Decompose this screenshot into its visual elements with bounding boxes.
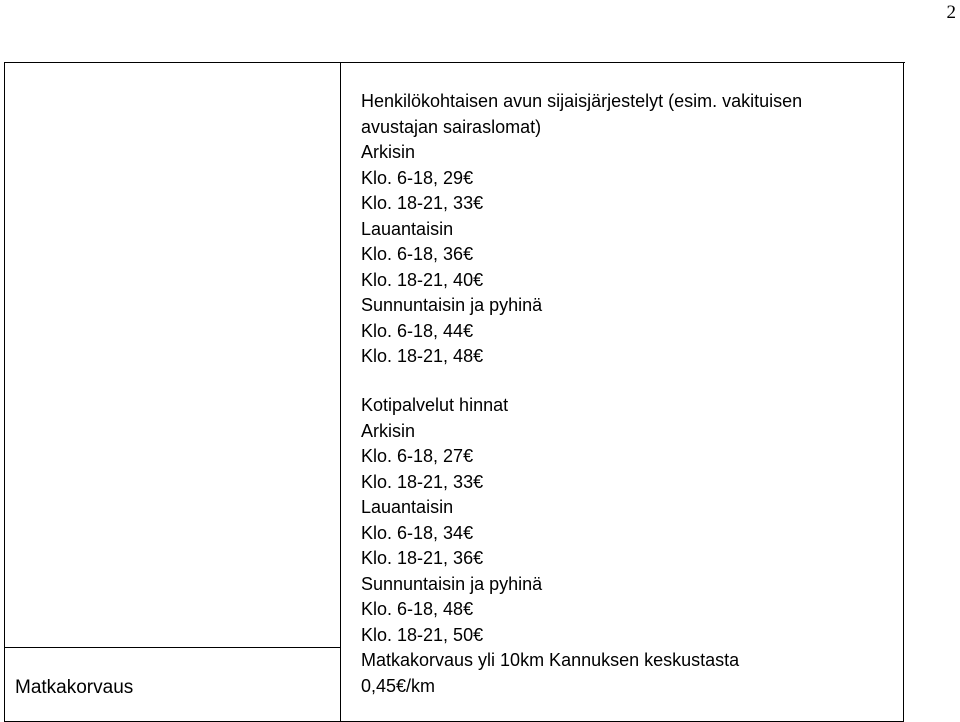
travel-compensation-rate: 0,45€/km [361, 675, 436, 696]
table-column-divider [340, 62, 341, 722]
home-weekday-rate-evening: Klo. 18-21, 33€ [361, 471, 484, 492]
page-number: 2 [946, 2, 956, 23]
table-row-divider [4, 647, 340, 648]
home-services-title: Kotipalvelut hinnat [361, 395, 509, 415]
substitute-arrangements-section [361, 89, 901, 370]
home-sunday-rate-day: Klo. 6-18, 48€ [361, 599, 474, 619]
home-services-section [361, 393, 542, 648]
weekday-rate-day: Klo. 6-18, 29€ [361, 167, 474, 188]
travel-compensation-label: Matkakorvaus [15, 677, 134, 698]
section-title-continued: avustajan sairaslomat) [361, 116, 542, 137]
home-saturday-heading: Lauantaisin [361, 497, 454, 517]
home-saturday-rate-day: Klo. 6-18, 34€ [361, 522, 474, 543]
home-weekday-rate-day: Klo. 6-18, 27€ [361, 446, 474, 466]
weekday-rate-evening: Klo. 18-21, 33€ [361, 193, 484, 213]
weekday-heading: Arkisin [361, 142, 416, 162]
sunday-rate-evening: Klo. 18-21, 48€ [361, 346, 484, 366]
home-sunday-rate-evening: Klo. 18-21, 50€ [361, 624, 484, 645]
home-sunday-heading: Sunnuntaisin ja pyhinä [361, 573, 543, 594]
travel-compensation-section [361, 648, 739, 699]
section-title: Henkilökohtaisen avun sijaisjärjestelyt (esim. vakituisen [361, 91, 803, 111]
sunday-heading: Sunnuntaisin ja pyhinä [361, 295, 543, 315]
saturday-rate-evening: Klo. 18-21, 40€ [361, 269, 484, 290]
saturday-rate-day: Klo. 6-18, 36€ [361, 244, 474, 264]
sunday-rate-day: Klo. 6-18, 44€ [361, 320, 474, 341]
home-weekday-heading: Arkisin [361, 420, 416, 441]
travel-compensation-description: Matkakorvaus yli 10km Kannuksen keskustasta [361, 650, 740, 670]
saturday-heading: Lauantaisin [361, 218, 454, 239]
home-saturday-rate-evening: Klo. 18-21, 36€ [361, 548, 484, 568]
